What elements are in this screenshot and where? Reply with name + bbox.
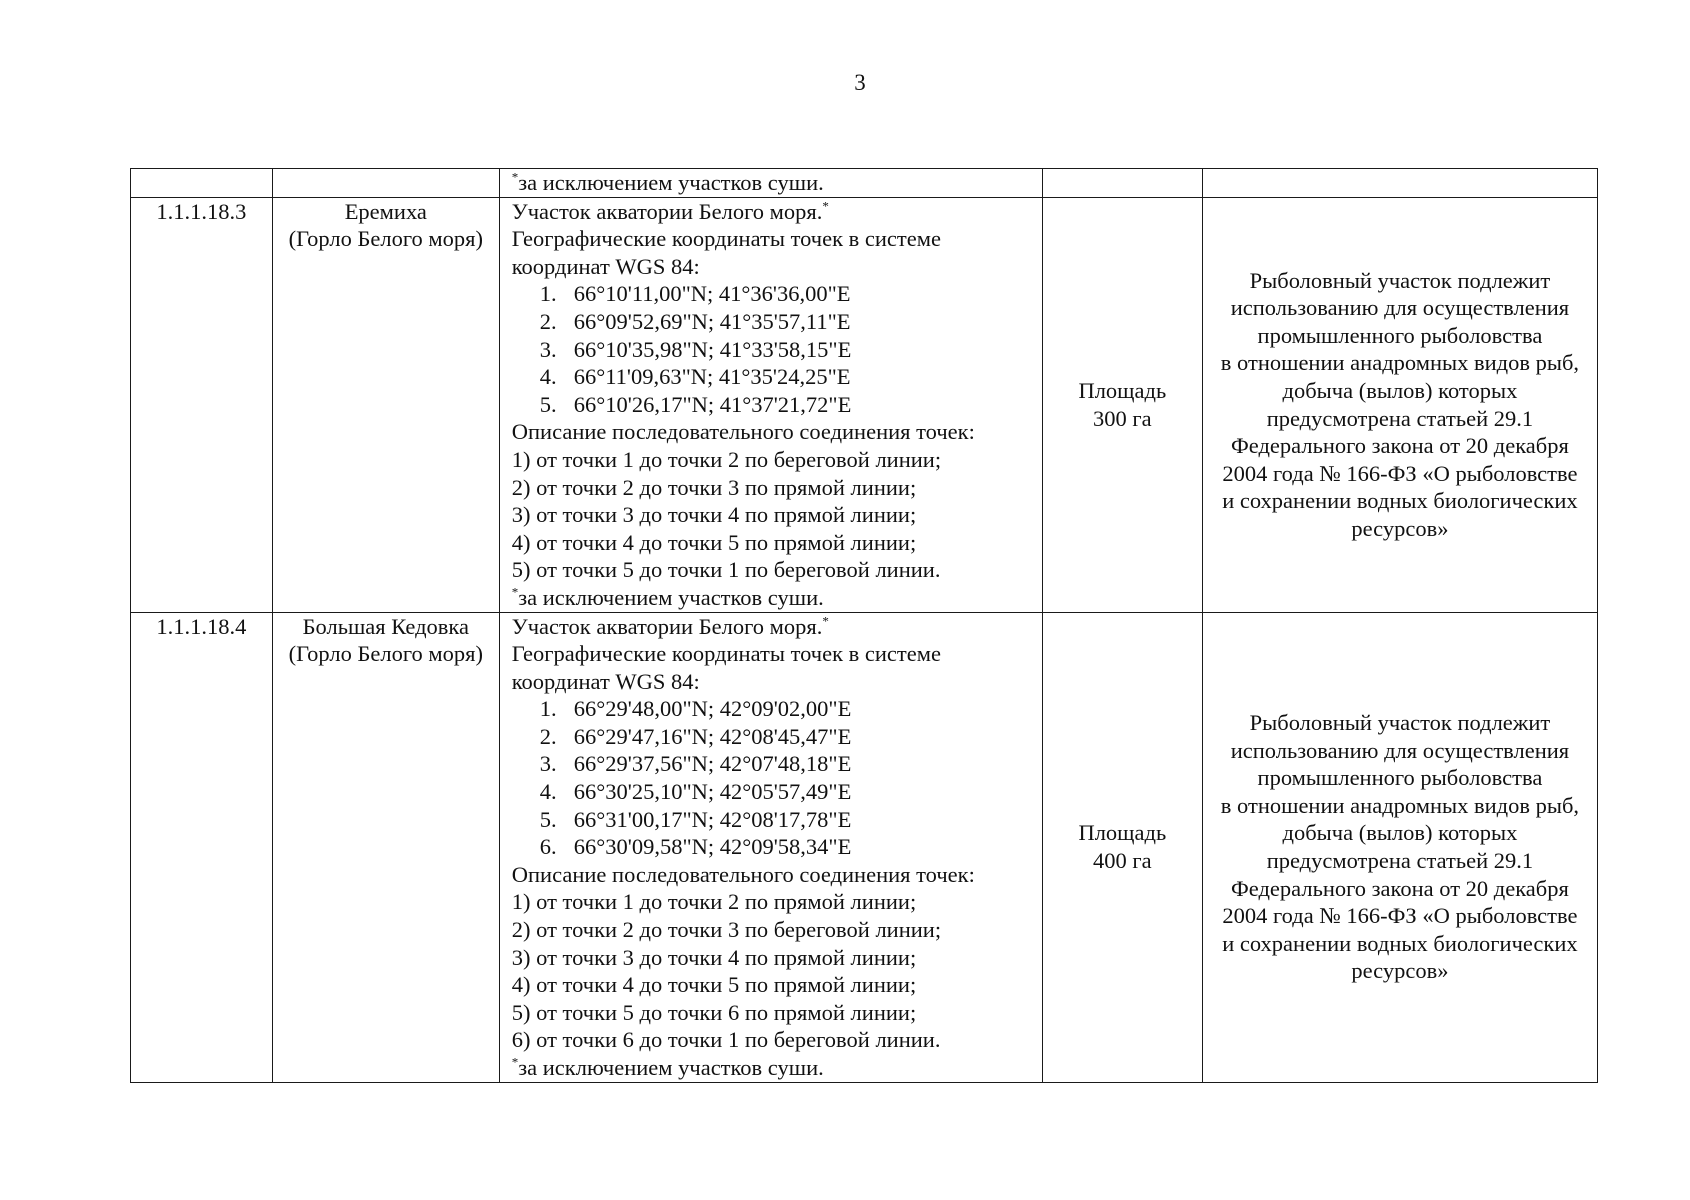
page-number: 3 <box>854 70 866 95</box>
coords-header-cont: координат WGS 84: <box>511 253 700 279</box>
note-line: 2004 года № 166-ФЗ «О рыболовстве <box>1222 460 1578 486</box>
coordinate-item: 2. 66°29'47,16"N; 42°08'45,47"E <box>539 723 852 749</box>
connection-item: 2) от точки 2 до точки 3 по прямой линии; <box>511 474 917 500</box>
note-line: и сохранении водных биологических <box>1222 930 1578 956</box>
continuation-row <box>131 169 1598 198</box>
area-value: 400 га <box>1093 848 1152 874</box>
row-region: (Горло Белого моря) <box>288 641 483 667</box>
connection-header: Описание последовательного соединения точек: <box>511 861 975 887</box>
continuation-desc-cell <box>499 169 1042 198</box>
note-line: Рыболовный участок подлежит <box>1249 267 1551 293</box>
connection-item: 3) от точки 3 до точки 4 по прямой линии; <box>511 502 917 528</box>
footnote: *за исключением участков суши. <box>511 1054 824 1080</box>
note-line: в отношении анадромных видов рыб, <box>1220 792 1580 818</box>
connection-item: 3) от точки 3 до точки 4 по прямой линии; <box>511 944 917 970</box>
note-line: в отношении анадромных видов рыб, <box>1220 350 1580 376</box>
row-intro: Участок акватории Белого моря.* <box>511 613 829 639</box>
coordinate-item: 2. 66°09'52,69"N; 41°35'57,11"E <box>539 308 851 334</box>
connection-item: 4) от точки 4 до точки 5 по прямой линии; <box>511 972 917 998</box>
row-intro: Участок акватории Белого моря.* <box>511 198 829 224</box>
coords-header: Географические координаты точек в системе <box>511 641 941 667</box>
row-name-cell <box>272 197 499 612</box>
row-area-cell <box>1042 197 1202 612</box>
coordinate-item: 1. 66°10'11,00"N; 41°36'36,00"E <box>539 281 851 307</box>
note-line: Федерального закона от 20 декабря <box>1231 875 1569 901</box>
note-line: промышленного рыболовства <box>1257 765 1543 791</box>
note-line: 2004 года № 166-ФЗ «О рыболовстве <box>1222 903 1578 929</box>
connection-item: 5) от точки 5 до точки 6 по прямой линии; <box>511 999 917 1025</box>
row-id: 1.1.1.18.3 <box>131 197 273 612</box>
connection-item: 4) от точки 4 до точки 5 по прямой линии; <box>511 529 917 555</box>
row-description <box>499 612 1042 1082</box>
row-name: Большая Кедовка <box>302 613 469 639</box>
area-label: Площадь <box>1078 377 1167 403</box>
continuation-footnote: *за исключением участков суши. <box>511 169 824 195</box>
coordinate-item: 4. 66°11'09,63"N; 41°35'24,25"E <box>539 364 851 390</box>
note-line: и сохранении водных биологических <box>1222 488 1578 514</box>
continuation-area-cell <box>1042 169 1202 198</box>
continuation-note-cell <box>1202 169 1597 198</box>
footnote: *за исключением участков суши. <box>511 584 824 610</box>
row-note-cell <box>1202 612 1597 1082</box>
connection-item: 6) от точки 6 до точки 1 по береговой линии. <box>511 1027 941 1053</box>
note-line: предусмотрена статьей 29.1 <box>1266 848 1534 874</box>
area-value: 300 га <box>1093 405 1152 431</box>
coordinate-item: 6. 66°30'09,58"N; 42°09'58,34"E <box>539 834 852 860</box>
note-line: Федерального закона от 20 декабря <box>1231 433 1569 459</box>
connection-item: 2) от точки 2 до точки 3 по береговой линии; <box>511 917 942 943</box>
connection-header: Описание последовательного соединения точек: <box>511 419 975 445</box>
note-line: ресурсов» <box>1351 515 1449 541</box>
coordinate-item: 4. 66°30'25,10"N; 42°05'57,49"E <box>539 779 852 805</box>
row-name: Еремиха <box>344 198 427 224</box>
row-area-cell <box>1042 612 1202 1082</box>
row-id: 1.1.1.18.4 <box>131 612 273 1082</box>
coords-header-cont: координат WGS 84: <box>511 668 700 694</box>
note-line: добыча (вылов) которых <box>1282 820 1518 846</box>
connection-item: 5) от точки 5 до точки 1 по береговой линии. <box>511 557 941 583</box>
coordinate-item: 5. 66°10'26,17"N; 41°37'21,72"E <box>539 391 852 417</box>
note-line: использованию для осуществления <box>1230 295 1570 321</box>
coordinate-item: 5. 66°31'00,17"N; 42°08'17,78"E <box>539 806 852 832</box>
coordinate-item: 1. 66°29'48,00"N; 42°09'02,00"E <box>539 696 852 722</box>
coordinate-item: 3. 66°10'35,98"N; 41°33'58,15"E <box>539 336 852 362</box>
connection-item: 1) от точки 1 до точки 2 по прямой линии; <box>511 889 917 915</box>
row-region: (Горло Белого моря) <box>288 226 483 252</box>
row-description <box>499 197 1042 612</box>
continuation-num-cell <box>131 169 273 198</box>
coordinate-item: 3. 66°29'37,56"N; 42°07'48,18"E <box>539 751 852 777</box>
note-line: добыча (вылов) которых <box>1282 377 1518 403</box>
note-line: ресурсов» <box>1351 958 1449 984</box>
row-note-cell <box>1202 197 1597 612</box>
area-label: Площадь <box>1078 820 1167 846</box>
note-line: Рыболовный участок подлежит <box>1249 710 1551 736</box>
row-name-cell <box>272 612 499 1082</box>
note-line: предусмотрена статьей 29.1 <box>1266 405 1534 431</box>
note-line: промышленного рыболовства <box>1257 322 1543 348</box>
connection-item: 1) от точки 1 до точки 2 по береговой линии; <box>511 446 942 472</box>
fishing-areas-table <box>130 168 1598 1083</box>
table-row <box>131 197 1598 612</box>
note-line: использованию для осуществления <box>1230 737 1570 763</box>
coords-header: Географические координаты точек в системе <box>511 226 941 252</box>
continuation-name-cell <box>272 169 499 198</box>
table-row <box>131 612 1598 1082</box>
